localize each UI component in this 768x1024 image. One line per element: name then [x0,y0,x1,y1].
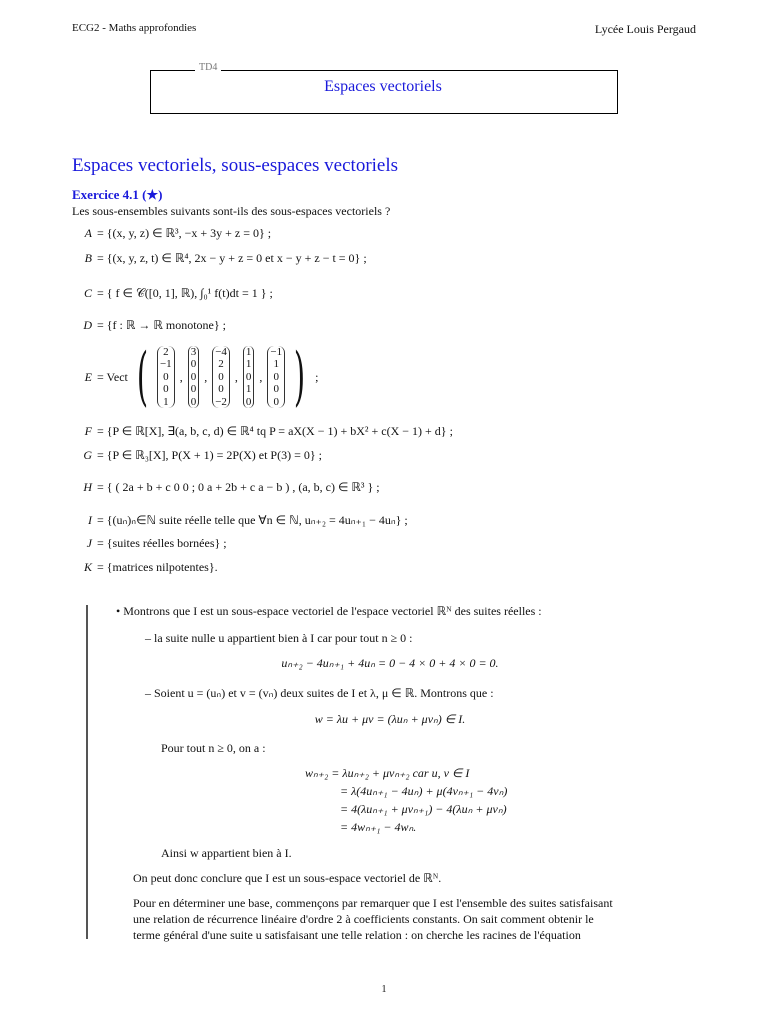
vector-entry: 0 [190,383,197,396]
E-vector-family [130,338,321,416]
vector-entry: −1 [159,358,172,371]
proof-sub2: – Soient u = (uₙ) et v = (vₙ) deux suites de I et λ, μ ∈ ℝ. Montrons que : [145,686,494,700]
def-lhs: I [88,513,92,527]
proof-chain-line: = 4wₙ₊₁ − 4wₙ. [340,820,417,834]
def-lhs: K [83,560,92,574]
proof-sub1: – la suite nulle u appartient bien à I car pour tout n ≥ 0 : [145,631,413,645]
comma: , [204,369,208,384]
frame-tag: TD4 [195,62,221,73]
def-J [72,536,227,551]
proof-eq1: uₙ₊₂ − 4uₙ₊₁ + 4uₙ = 0 − 4 × 0 + 4 × 0 = 0. [281,656,499,670]
E-vector [157,346,175,409]
def-B [72,251,367,266]
comma: , [234,369,238,384]
def-lhs: C [83,286,92,300]
def-rhs: = { f ∈ 𝒞([0, 1], ℝ), ∫₀¹ f(t)dt = 1 } ; [97,286,273,300]
vector-entry: 0 [273,395,280,408]
vector-entry: 1 [273,358,280,371]
vector-entry: 0 [163,370,169,383]
def-lhs: B [84,251,92,265]
E-vector [267,346,285,409]
def-A [72,226,271,241]
header-right: Lycée Louis Pergaud [594,22,696,36]
proof-paragraph-line: terme général d'une suite u satisfaisant une telle relation : on cherche les racines de l'équation [133,928,581,942]
E-vector [243,346,255,409]
vector-entry: 0 [190,395,197,408]
comma: , [179,369,183,384]
exercise-question: Les sous-ensembles suivants sont-ils des sous-espaces vectoriels ? [72,204,391,218]
def-lhs: G [83,448,92,462]
E-vector [212,346,230,409]
def-lhs: E [84,370,92,384]
solution-bar [86,605,88,939]
proof-chain-line: = λ(4uₙ₊₁ − 4uₙ) + μ(4vₙ₊₁ − 4vₙ) [340,784,508,798]
def-C [72,286,273,301]
def-rhs: = {suites réelles bornées} ; [97,536,227,550]
def-rhs: = {matrices nilpotentes}. [97,560,218,574]
vector-entry: −2 [215,395,227,408]
vector-entry: 0 [218,383,224,396]
right-paren: ) [293,340,306,414]
def-rhs: = {P ∈ ℝ₃[X], P(X + 1) = 2P(X) et P(3) = 0} ; [97,448,322,462]
vector-entry: 0 [190,370,197,383]
def-lhs: F [84,424,92,438]
E-vector [188,346,200,409]
def-D [72,318,226,333]
vector-entry: 0 [245,395,252,408]
def-I [72,513,408,528]
vector-entry: 0 [273,383,280,396]
def-G [72,448,322,463]
vector-entry: 1 [245,383,252,396]
proof-bullet: • Montrons que I est un sous-espace vectoriel de l'espace vectoriel ℝᴺ des suites réelles : [116,604,542,618]
def-K [72,560,218,575]
proof-conclude: On peut donc conclure que I est un sous-espace vectoriel de ℝᴺ. [133,871,442,885]
def-E [72,370,128,385]
def-rhs: = {f : ℝ → ℝ monotone} ; [97,318,226,332]
def-rhs: = {P ∈ ℝ[X], ∃(a, b, c, d) ∈ ℝ⁴ tq P = aX(X − 1) + bX² + c(X − 1) + d} ; [97,424,453,438]
E-end: ; [315,369,319,384]
def-rhs: = {(x, y, z) ∈ ℝ³, −x + 3y + z = 0} ; [97,226,272,240]
vector-entry: 2 [163,345,169,358]
vector-entry: 1 [245,358,252,371]
def-lhs: A [84,226,92,240]
header-left: ECG2 - Maths approfondies [72,22,197,34]
proof-chain-line: wₙ₊₂ = λuₙ₊₂ + μvₙ₊₂ car u, v ∈ I [305,766,470,780]
vector-entry: 0 [218,370,224,383]
def-rhs: = {(x, y, z, t) ∈ ℝ⁴, 2x − y + z = 0 et x − y + z − t = 0} ; [97,251,367,265]
left-paren: ( [136,340,149,414]
proof-eq2: w = λu + μv = (λuₙ + μvₙ) ∈ I. [314,712,466,726]
proof-pour: Pour tout n ≥ 0, on a : [161,741,266,755]
def-lhs: D [83,318,92,332]
vector-entry: 0 [273,370,280,383]
proof-paragraph-line: Pour en déterminer une base, commençons par remarquer que I est l'ensemble des suites satisfaisant [133,896,613,910]
section-title: Espaces vectoriels, sous-espaces vectoriels [72,155,399,176]
page-number: 1 [381,984,387,995]
vector-entry: 0 [245,370,252,383]
def-lhs: H [83,480,92,494]
def-rhs: = {(uₙ)ₙ∈ℕ suite réelle telle que ∀n ∈ ℕ, uₙ₊₂ = 4uₙ₊₁ − 4uₙ} ; [97,513,408,527]
def-rhs: = Vect [97,370,128,384]
vector-entry: 3 [190,345,197,358]
vector-entry: 1 [245,345,252,358]
vector-entry: 0 [190,358,197,371]
vector-entry: 0 [163,383,169,396]
def-rhs: = { ( 2a + b + c 0 0 ; 0 a + 2b + c a − b ) , (a, b, c) ∈ ℝ³ } ; [97,480,380,494]
vector-entry: −1 [270,345,283,358]
proof-ainsi: Ainsi w appartient bien à I. [161,846,292,860]
def-lhs: J [86,536,92,550]
comma: , [259,369,263,384]
exercise-title: Exercice 4.1 (★) [72,187,163,202]
proof-chain-line: = 4(λuₙ₊₁ + μvₙ₊₁) − 4(λuₙ + μvₙ) [340,802,507,816]
vector-entry: 1 [163,395,169,408]
def-H [72,480,380,495]
document-title: Espaces vectoriels [324,78,442,95]
vector-entry: 2 [218,358,224,371]
vector-entry: −4 [215,345,227,358]
def-F [72,424,453,439]
proof-paragraph-line: une relation de récurrence linéaire d'ordre 2 à coefficients constants. On sait comment obtenir le [133,912,594,926]
